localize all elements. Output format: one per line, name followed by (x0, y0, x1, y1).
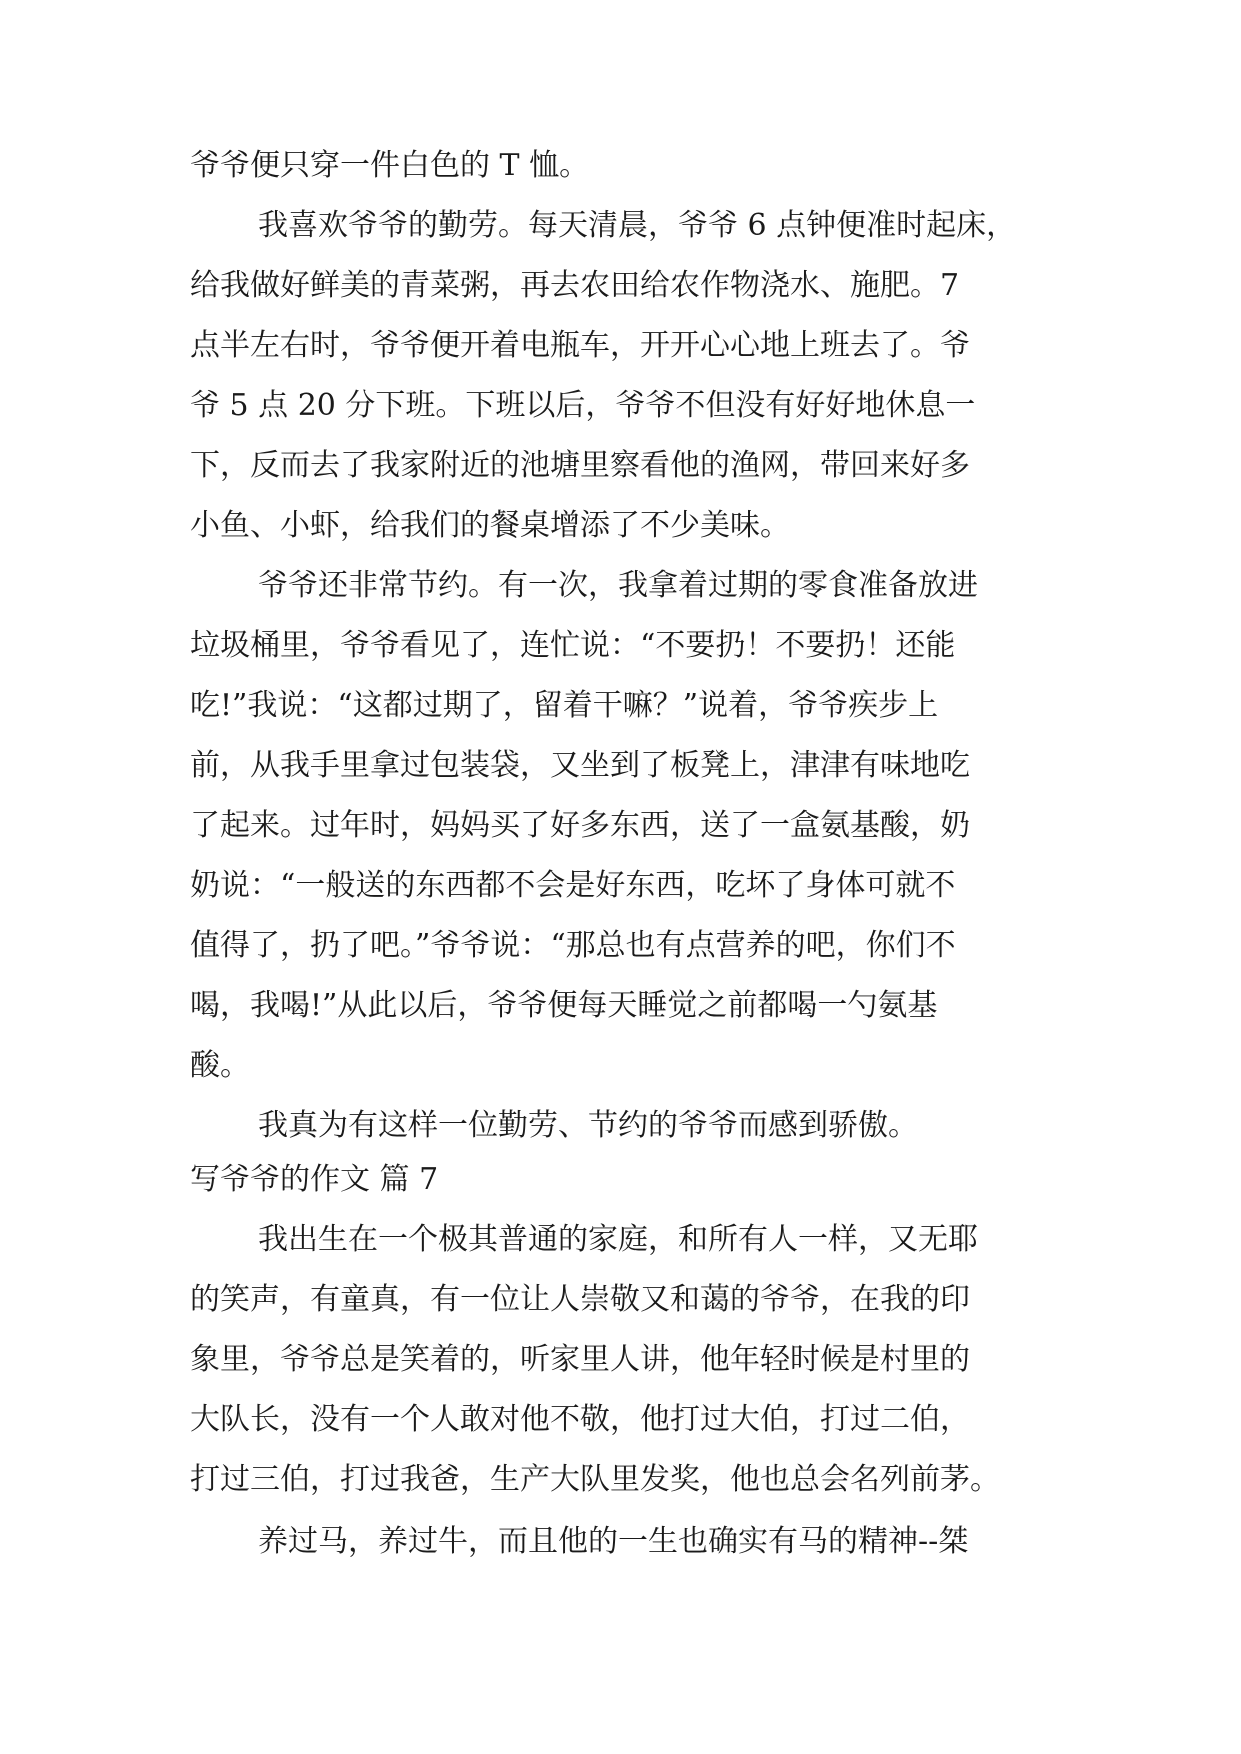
text-line: 爷 5 点 20 分下班。下班以后，爷爷不但没有好好地休息一 (190, 388, 976, 423)
text-line: 爷爷便只穿一件白色的 T 恤。 (190, 148, 590, 183)
paragraph-start: 爷爷还非常节约。有一次，我拿着过期的零食准备放进 (258, 568, 978, 603)
text-line: 了起来。过年时，妈妈买了好多东西，送了一盒氨基酸，奶 (190, 808, 970, 843)
text-line: 喝，我喝!”从此以后，爷爷便每天睡觉之前都喝一勺氨基 (190, 988, 938, 1023)
paragraph-start: 我出生在一个极其普通的家庭，和所有人一样，又无耶 (258, 1222, 978, 1257)
text-line: 打过三伯，打过我爸，生产大队里发奖，他也总会名列前茅。 (190, 1462, 1000, 1497)
text-line: 小鱼、小虾，给我们的餐桌增添了不少美味。 (190, 508, 790, 543)
text-line: 给我做好鲜美的青菜粥，再去农田给农作物浇水、施肥。7 (190, 268, 960, 303)
text-line: 大队长，没有一个人敢对他不敬，他打过大伯，打过二伯， (190, 1402, 970, 1437)
text-line: 点半左右时，爷爷便开着电瓶车，开开心心地上班去了。爷 (190, 328, 970, 363)
text-line: 垃圾桶里，爷爷看见了，连忙说：“不要扔！不要扔！还能 (190, 628, 956, 663)
text-line: 奶说：“一般送的东西都不会是好东西，吃坏了身体可就不 (190, 868, 956, 903)
section-heading: 写爷爷的作文 篇 7 (190, 1162, 439, 1197)
text-line: 下，反而去了我家附近的池塘里察看他的渔网，带回来好多 (190, 448, 970, 483)
paragraph-start: 我喜欢爷爷的勤劳。每天清晨，爷爷 6 点钟便准时起床， (258, 208, 1017, 243)
paragraph-start: 我真为有这样一位勤劳、节约的爷爷而感到骄傲。 (258, 1108, 918, 1143)
text-line: 象里，爷爷总是笑着的，听家里人讲，他年轻时候是村里的 (190, 1342, 970, 1377)
text-line: 前，从我手里拿过包装袋，又坐到了板凳上，津津有味地吃 (190, 748, 970, 783)
text-line: 值得了，扔了吧。”爷爷说：“那总也有点营养的吧，你们不 (190, 928, 956, 963)
paragraph-start: 养过马，养过牛，而且他的一生也确实有马的精神--桀 (258, 1524, 969, 1559)
text-line: 酸。 (190, 1048, 250, 1083)
text-line: 吃!”我说：“这都过期了，留着干嘛？”说着，爷爷疾步上 (190, 688, 939, 723)
text-line: 的笑声，有童真，有一位让人崇敬又和蔼的爷爷，在我的印 (190, 1282, 970, 1317)
